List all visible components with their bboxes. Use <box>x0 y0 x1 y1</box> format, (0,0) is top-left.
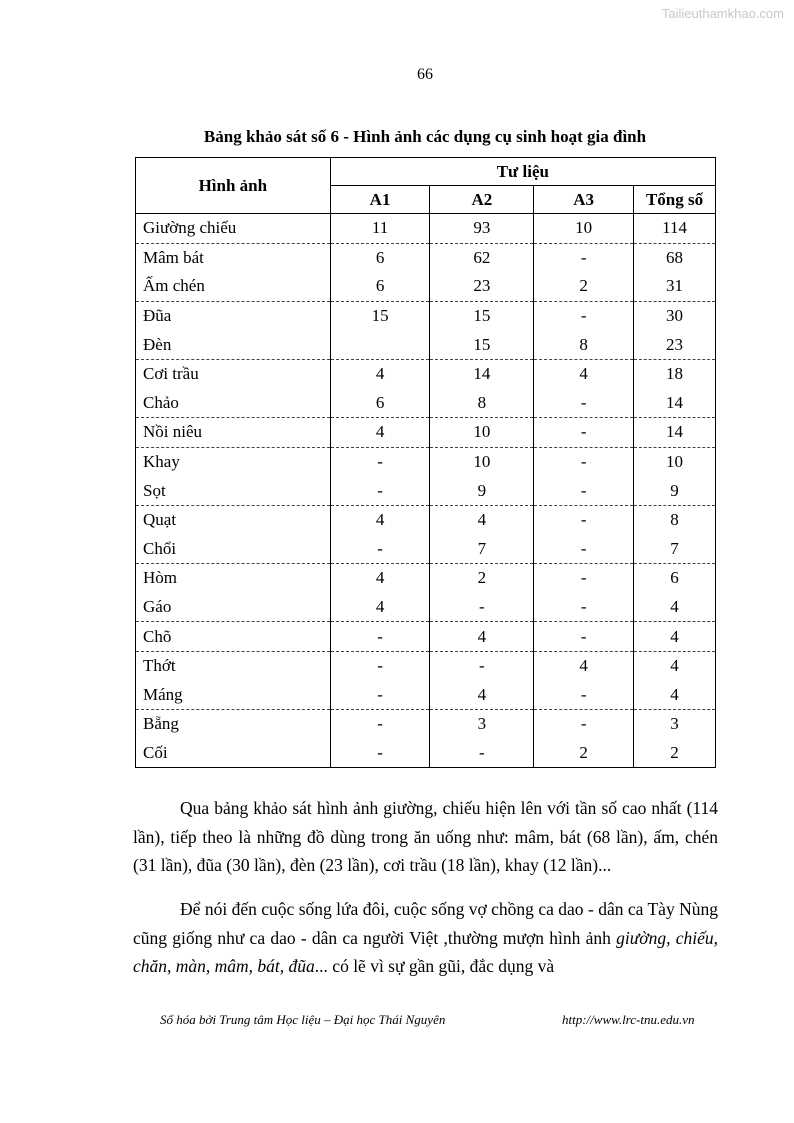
cell-a1 <box>330 330 430 359</box>
footer-source: Số hóa bởi Trung tâm Học liệu – Đại học Thái Nguyên <box>160 1012 446 1027</box>
row-name: Sọt <box>136 476 331 505</box>
table-row <box>136 535 716 564</box>
header-a3: A3 <box>534 186 634 214</box>
cell-a3: - <box>534 710 634 739</box>
cell-total: 4 <box>634 622 716 652</box>
table-row <box>136 681 716 710</box>
cell-a1: - <box>330 710 430 739</box>
cell-a3: 4 <box>534 651 634 680</box>
cell-a2: 3 <box>430 710 534 739</box>
cell-a3: 8 <box>534 330 634 359</box>
cell-a3: - <box>534 622 634 652</box>
cell-total: 114 <box>634 214 716 244</box>
cell-a2: 9 <box>430 476 534 505</box>
cell-a1: - <box>330 476 430 505</box>
row-name: Quạt <box>136 505 331 534</box>
row-name: Máng <box>136 681 331 710</box>
cell-total: 14 <box>634 418 716 448</box>
row-name: Chảo <box>136 389 331 418</box>
cell-a1: - <box>330 681 430 710</box>
header-a2: A2 <box>430 186 534 214</box>
table-row <box>136 272 716 301</box>
cell-total: 18 <box>634 359 716 388</box>
cell-a2: 10 <box>430 418 534 448</box>
cell-a2: 14 <box>430 359 534 388</box>
cell-a3: 2 <box>534 272 634 301</box>
cell-total: 4 <box>634 681 716 710</box>
cell-total: 4 <box>634 593 716 622</box>
table-row <box>136 710 716 739</box>
cell-a3: - <box>534 535 634 564</box>
table-row <box>136 418 716 448</box>
table-title: Bảng khảo sát số 6 - Hình ảnh các dụng cụ sinh hoạt gia đình <box>203 127 647 146</box>
header-sources: Tư liệu <box>330 158 715 186</box>
row-name: Nồi niêu <box>136 418 331 448</box>
header-total: Tổng số <box>634 186 716 214</box>
cell-a1: 4 <box>330 593 430 622</box>
row-name: Mâm bát <box>136 243 331 272</box>
cell-a2: 15 <box>430 301 534 330</box>
cell-total: 8 <box>634 505 716 534</box>
cell-a1: 4 <box>330 505 430 534</box>
row-name: Thớt <box>136 651 331 680</box>
cell-a2: - <box>430 651 534 680</box>
cell-a3: - <box>534 389 634 418</box>
row-name: Ấm chén <box>136 272 331 301</box>
cell-a1: 6 <box>330 389 430 418</box>
cell-a1: - <box>330 447 430 476</box>
cell-a2: 15 <box>430 330 534 359</box>
cell-a1: 6 <box>330 272 430 301</box>
row-name: Đèn <box>136 330 331 359</box>
cell-a3: - <box>534 476 634 505</box>
header-a1: A1 <box>330 186 430 214</box>
row-name: Đũa <box>136 301 331 330</box>
cell-a3: - <box>534 418 634 448</box>
cell-a3: - <box>534 505 634 534</box>
cell-a3: - <box>534 681 634 710</box>
table-row <box>136 389 716 418</box>
table-row <box>136 243 716 272</box>
cell-total: 31 <box>634 272 716 301</box>
cell-a2: 8 <box>430 389 534 418</box>
cell-a1: - <box>330 535 430 564</box>
cell-total: 30 <box>634 301 716 330</box>
table-body <box>136 214 716 768</box>
cell-total: 2 <box>634 739 716 768</box>
cell-a3: 10 <box>534 214 634 244</box>
cell-a1: 4 <box>330 564 430 593</box>
cell-a3: - <box>534 564 634 593</box>
cell-a2: 93 <box>430 214 534 244</box>
cell-total: 14 <box>634 389 716 418</box>
cell-a1: 15 <box>330 301 430 330</box>
table-row <box>136 476 716 505</box>
watermark: Tailieuthamkhao.com <box>661 6 784 21</box>
cell-total: 3 <box>634 710 716 739</box>
cell-a1: 6 <box>330 243 430 272</box>
cell-a3: - <box>534 447 634 476</box>
paragraph-2-italic: giường, chiếu, chăn, màn, mâm, bát, đũa <box>133 927 718 977</box>
cell-total: 68 <box>634 243 716 272</box>
cell-a2: 4 <box>430 622 534 652</box>
paragraph-2 <box>133 895 718 981</box>
survey-table <box>135 157 716 768</box>
cell-total: 6 <box>634 564 716 593</box>
table-row <box>136 330 716 359</box>
cell-a2: 23 <box>430 272 534 301</box>
cell-a2: 62 <box>430 243 534 272</box>
footer-url: http://www.lrc-tnu.edu.vn <box>562 1012 695 1027</box>
header-image: Hình ảnh <box>136 158 331 214</box>
cell-total: 9 <box>634 476 716 505</box>
cell-a1: 4 <box>330 359 430 388</box>
row-name: Gáo <box>136 593 331 622</box>
table-row <box>136 593 716 622</box>
row-name: Hòm <box>136 564 331 593</box>
row-name: Bẵng <box>136 710 331 739</box>
cell-a2: 7 <box>430 535 534 564</box>
table-row <box>136 622 716 652</box>
paragraph-1: Qua bảng khảo sát hình ảnh giường, chiếu hiện lên với tần số cao nhất (114 lần), tiếp theo là những đồ dùng trong ăn uống như: mâm, bát (68 lần), ấm, chén (31 lần), đũa (30 lần), đèn (23 lần), cơi trầu (18 lần), khay (12 lần)... <box>133 798 718 876</box>
paragraph-2-start: Để nói đến cuộc sống lứa đôi, cuộc sống vợ chồng ca dao - dân ca Tày Nùng cũng giống như ca dao - dân ca người Việt ,thường mượn hình ảnh <box>133 899 718 948</box>
cell-total: 23 <box>634 330 716 359</box>
page-number: 66 <box>417 66 433 83</box>
cell-a2: 10 <box>430 447 534 476</box>
table-row <box>136 301 716 330</box>
table-row <box>136 505 716 534</box>
table-row <box>136 447 716 476</box>
cell-a2: 4 <box>430 681 534 710</box>
row-name: Chõ <box>136 622 331 652</box>
cell-a3: - <box>534 593 634 622</box>
cell-a3: 2 <box>534 739 634 768</box>
table-row <box>136 739 716 768</box>
row-name: Chổi <box>136 535 331 564</box>
cell-a1: 11 <box>330 214 430 244</box>
row-name: Cơi trầu <box>136 359 331 388</box>
cell-a3: - <box>534 243 634 272</box>
cell-a2: 4 <box>430 505 534 534</box>
row-name: Cối <box>136 739 331 768</box>
cell-a2: 2 <box>430 564 534 593</box>
row-name: Giường chiếu <box>136 214 331 244</box>
cell-a3: 4 <box>534 359 634 388</box>
cell-a1: - <box>330 739 430 768</box>
row-name: Khay <box>136 447 331 476</box>
cell-a2: - <box>430 593 534 622</box>
cell-a3: - <box>534 301 634 330</box>
cell-a1: - <box>330 622 430 652</box>
table-row <box>136 651 716 680</box>
table-row <box>136 214 716 244</box>
cell-total: 10 <box>634 447 716 476</box>
cell-a1: 4 <box>330 418 430 448</box>
table-row <box>136 564 716 593</box>
cell-total: 4 <box>634 651 716 680</box>
cell-a2: - <box>430 739 534 768</box>
cell-total: 7 <box>634 535 716 564</box>
paragraph-2-end: ... có lẽ vì sự gần gũi, đắc dụng và <box>314 956 555 977</box>
table-row <box>136 359 716 388</box>
cell-a1: - <box>330 651 430 680</box>
